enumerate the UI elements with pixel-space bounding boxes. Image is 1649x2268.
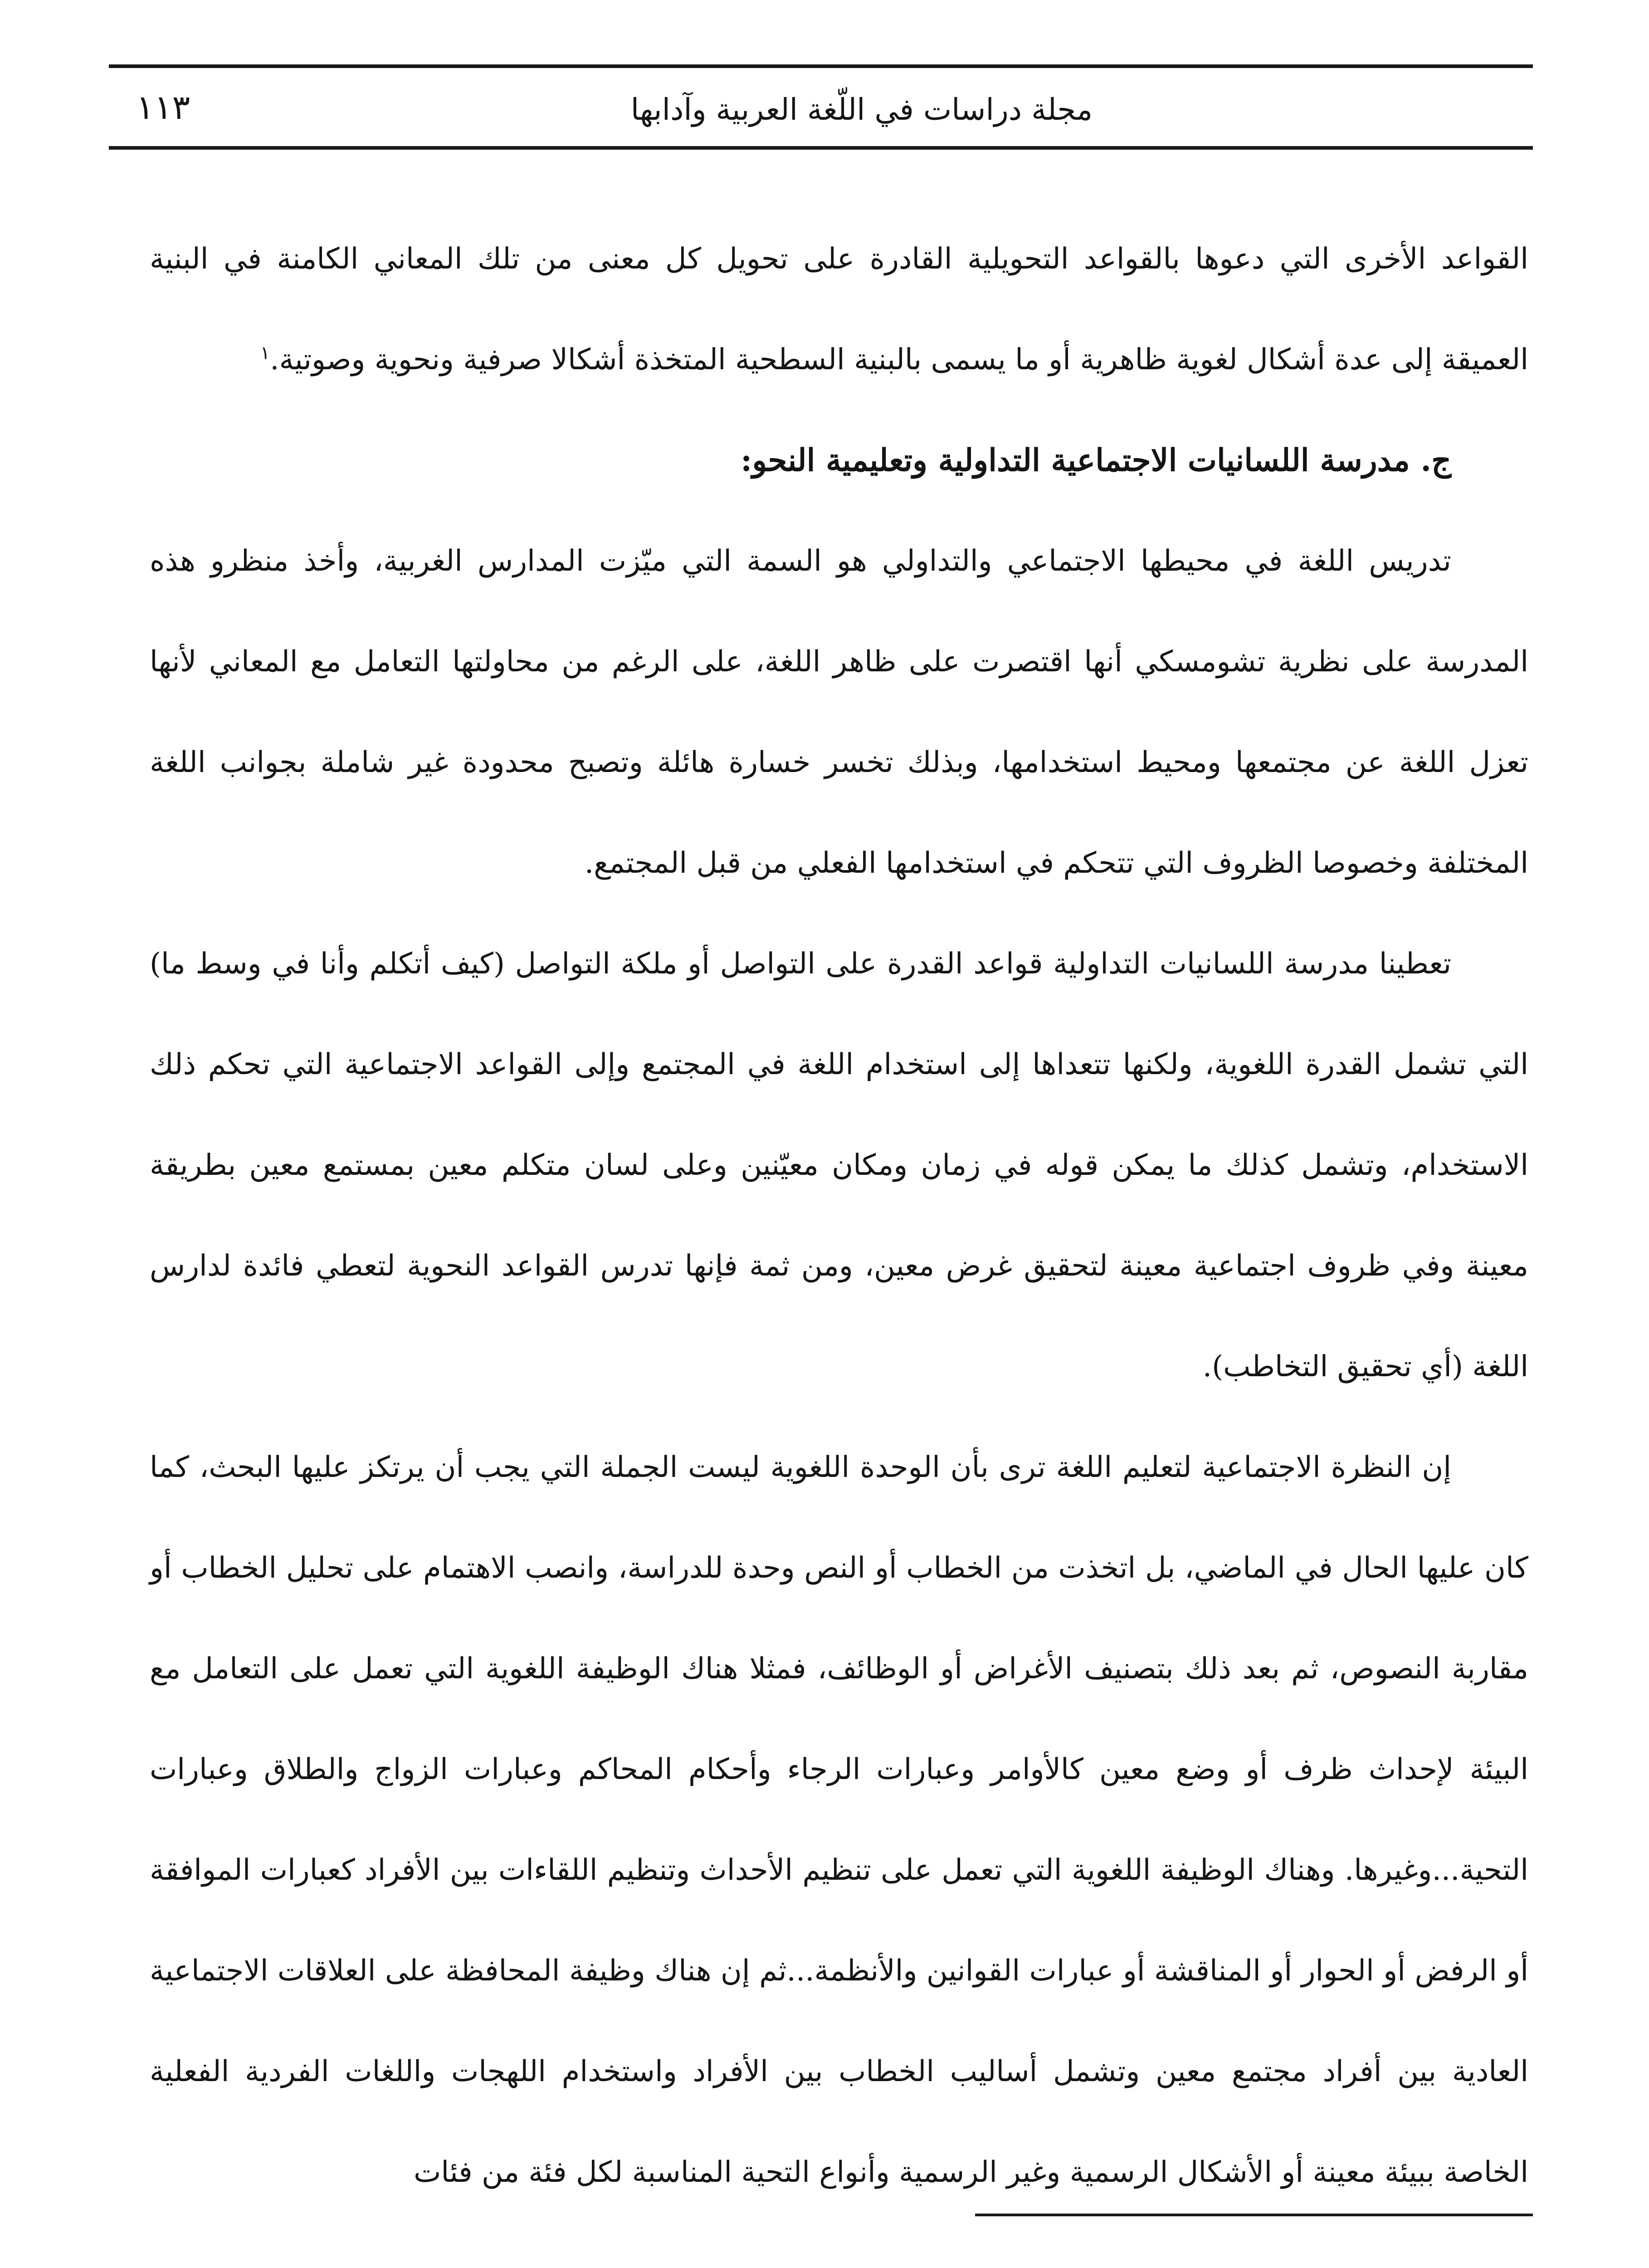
paragraph-1: [150, 209, 1528, 410]
header-top-rule: [109, 64, 1533, 68]
section-heading: ج. مدرسة اللسانيات الاجتماعية التداولية وتعليمية النحو:: [741, 442, 1451, 479]
body-text: [150, 209, 1528, 2223]
paragraph-3: تعطينا مدرسة اللسانيات التداولية قواعد القدرة على التواصل أو ملكة التواصل (كيف أتكلم وأنا في وسط ما) التي تشمل القدرة اللغوية، ولكنها تتعداها إلى استخدام اللغة في المجتمع وإلى القواعد الاجتماعية التي تحكم ذلك الاستخدام، وتشمل كذلك ما يمكن قوله في زمان ومكان معيّنين وعلى لسان متكلم معين بمستمع معين بطريقة معينة وفي ظروف اجتماعية معينة لتحقيق غرض معين، ومن ثمة فإنها تدرس القواعد النحوية لتعطي فائدة لدارس اللغة (أي تحقيق التخاطب).: [150, 947, 1528, 1383]
footnote-separator: [975, 2214, 1533, 2216]
page-number: ١١٣: [136, 88, 190, 127]
footnote-reference: ١: [260, 342, 270, 364]
paragraph-1-text: القواعد الأخرى التي دعوها بالقواعد التحويلية القادرة على تحويل كل معنى من تلك المعاني الكامنة في البنية العميقة إلى عدة أشكال لغوية ظاهرية أو ما يسمى بالبنية السطحية المتخذة أشكالا صرفية ونحوية وصوتية.: [150, 242, 1528, 376]
paragraph-2: تدريس اللغة في محيطها الاجتماعي والتداولي هو السمة التي ميّزت المدارس الغربية، وأخذ منظرو هذه المدرسة على نظرية تشومسكي أنها اقتصرت على ظاهر اللغة، على الرغم من محاولتها التعامل مع المعاني لأنها تعزل اللغة عن مجتمعها ومحيط استخدامها، وبذلك تخسر خسارة هائلة وتصبح محدودة غير شاملة بجوانب اللغة المختلفة وخصوصا الظروف التي تتحكم في استخدامها الفعلي من قبل المجتمع.: [150, 544, 1529, 880]
paragraph-4: إن النظرة الاجتماعية لتعليم اللغة ترى بأن الوحدة اللغوية ليست الجملة التي يجب أن يرتكز عليها البحث، كما كان عليها الحال في الماضي، بل اتخذت من الخطاب أو النص وحدة للدراسة، وانصب الاهتمام على تحليل الخطاب أو مقاربة النصوص، ثم بعد ذلك بتصنيف الأغراض أو الوظائف، فمثلا هناك الوظيفة اللغوية التي تعمل على التعامل مع البيئة لإحداث ظرف أو وضع معين كالأوامر وعبارات الرجاء وأحكام المحاكم وعبارات الزواج والطلاق وعبارات التحية...وغيرها. وهناك الوظيفة اللغوية التي تعمل على تنظيم الأحداث وتنظيم اللقاءات بين الأفراد كعبارات الموافقة أو الرفض أو الحوار أو المناقشة أو عبارات القوانين والأنظمة...ثم إن هناك وظيفة المحافظة على العلاقات الاجتماعية العادية بين أفراد مجتمع معين وتشمل أساليب الخطاب بين الأفراد واستخدام اللهجات واللغات الفردية الفعلية الخاصة ببيئة معينة أو الأشكال الرسمية وغير الرسمية وأنواع التحية المناسبة لكل فئة من فئات: [150, 1451, 1529, 2189]
header-bottom-rule: [109, 146, 1533, 150]
running-header-title: مجلة دراسات في اللّغة العربية وآدابها: [630, 92, 1093, 127]
